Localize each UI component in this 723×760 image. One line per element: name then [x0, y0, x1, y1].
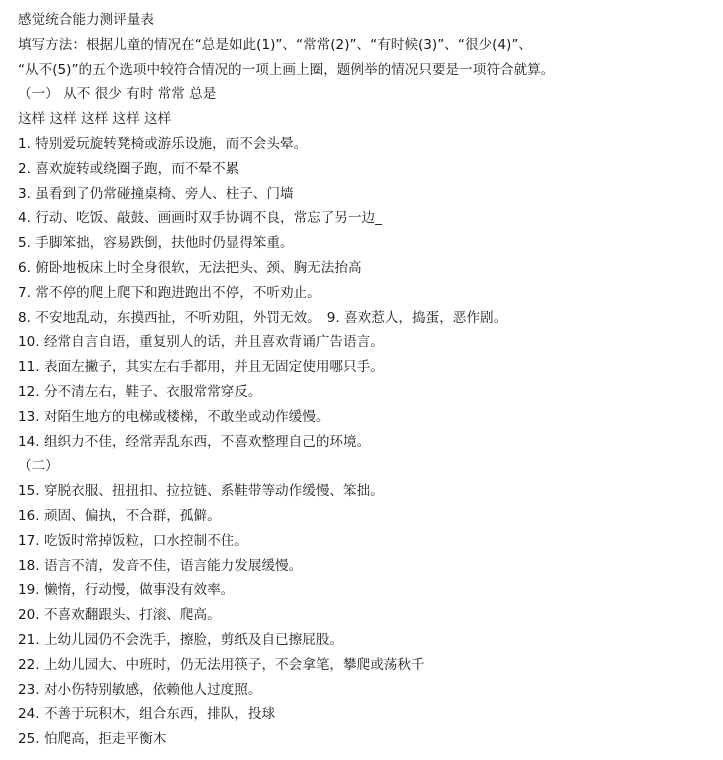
document-title: 感觉统合能力测评量表 [18, 12, 154, 28]
list-item: 1. 特别爱玩旋转凳椅或游乐设施，而不会头晕。 [18, 135, 308, 152]
list-item: 13. 对陌生地方的电梯或楼梯，不敢坐或动作缓慢。 [18, 408, 330, 425]
list-item: 5. 手脚笨拙，容易跌倒，扶他时仍显得笨重。 [18, 235, 294, 252]
list-item: 16. 顽固、偏执，不合群，孤僻。 [18, 507, 221, 524]
list-item: 25. 怕爬高，拒走平衡木 [18, 731, 167, 748]
list-item: 3. 虽看到了仍常碰撞桌椅、旁人、柱子、门墙 [18, 185, 294, 202]
list-item-9: 9. 喜欢惹人，捣蛋，恶作剧。 [326, 309, 508, 326]
list-item: 22. 上幼儿园大、中班时，仍无法用筷子，不会拿笔，攀爬或荡秋千 [18, 656, 425, 673]
list-item: 24. 不善于玩积木，组合东西，排队，投球 [18, 706, 276, 723]
list-item: 6. 俯卧地板床上时全身很软，无法把头、颈、胸无法抬高 [18, 259, 362, 276]
section-1-heading: （一） 从不 很少 有时 常常 总是 [18, 86, 217, 103]
list-item: 2. 喜欢旋转或绕圈子跑，而不晕不累 [18, 160, 240, 177]
list-item: 17. 吃饭时常掉饭粒，口水控制不住。 [18, 532, 248, 549]
instructions-line-1: 填写方法：根据儿童的情况在“总是如此(1)”、“常常(2)”、“有时候(3)”、“很少(4)”、 [18, 36, 532, 53]
assessment-document [18, 8, 718, 752]
section-1-subheading: 这样 这样 这样 这样 这样 [18, 111, 172, 128]
list-item-8: 8. 不安地乱动，东摸西扯，不听劝阻，外罚无效。 [18, 309, 321, 326]
list-item: 7. 常不停的爬上爬下和跑进跑出不停，不听劝止。 [18, 284, 321, 301]
list-item: 10. 经常自言自语，重复别人的话，并且喜欢背诵广告语言。 [18, 334, 384, 351]
list-item: 23. 对小伤特别敏感，依赖他人过度照。 [18, 681, 262, 698]
list-item: 19. 懒惰，行动慢，做事没有效率。 [18, 582, 235, 599]
list-item: 21. 上幼儿园仍不会洗手，擦脸，剪纸及自已擦屁股。 [18, 631, 344, 648]
list-item: 11. 表面左撇子，其实左右手都用，并且无固定使用哪只手。 [18, 359, 384, 376]
list-item: 18. 语言不清，发音不佳，语言能力发展缓慢。 [18, 557, 303, 574]
list-item: 20. 不喜欢翻跟头、打滚、爬高。 [18, 607, 221, 624]
section-2-heading: （二） [18, 458, 59, 475]
list-item: 15. 穿脱衣服、扭扭扣、拉拉链、系鞋带等动作缓慢、笨拙。 [18, 483, 384, 500]
list-item: 4. 行动、吃饭、敲鼓、画画时双手协调不良，常忘了另一边_ [18, 210, 382, 227]
list-item: 12. 分不清左右，鞋子、衣服常常穿反。 [18, 383, 262, 400]
list-item-pair [18, 306, 718, 331]
instructions-line-2: “从不(5)”的五个选项中较符合情况的一项上画上圈，题例举的情况只要是一项符合就算。 [18, 61, 555, 78]
list-item: 14. 组织力不佳，经常弄乱东西，不喜欢整理自己的环境。 [18, 433, 371, 450]
